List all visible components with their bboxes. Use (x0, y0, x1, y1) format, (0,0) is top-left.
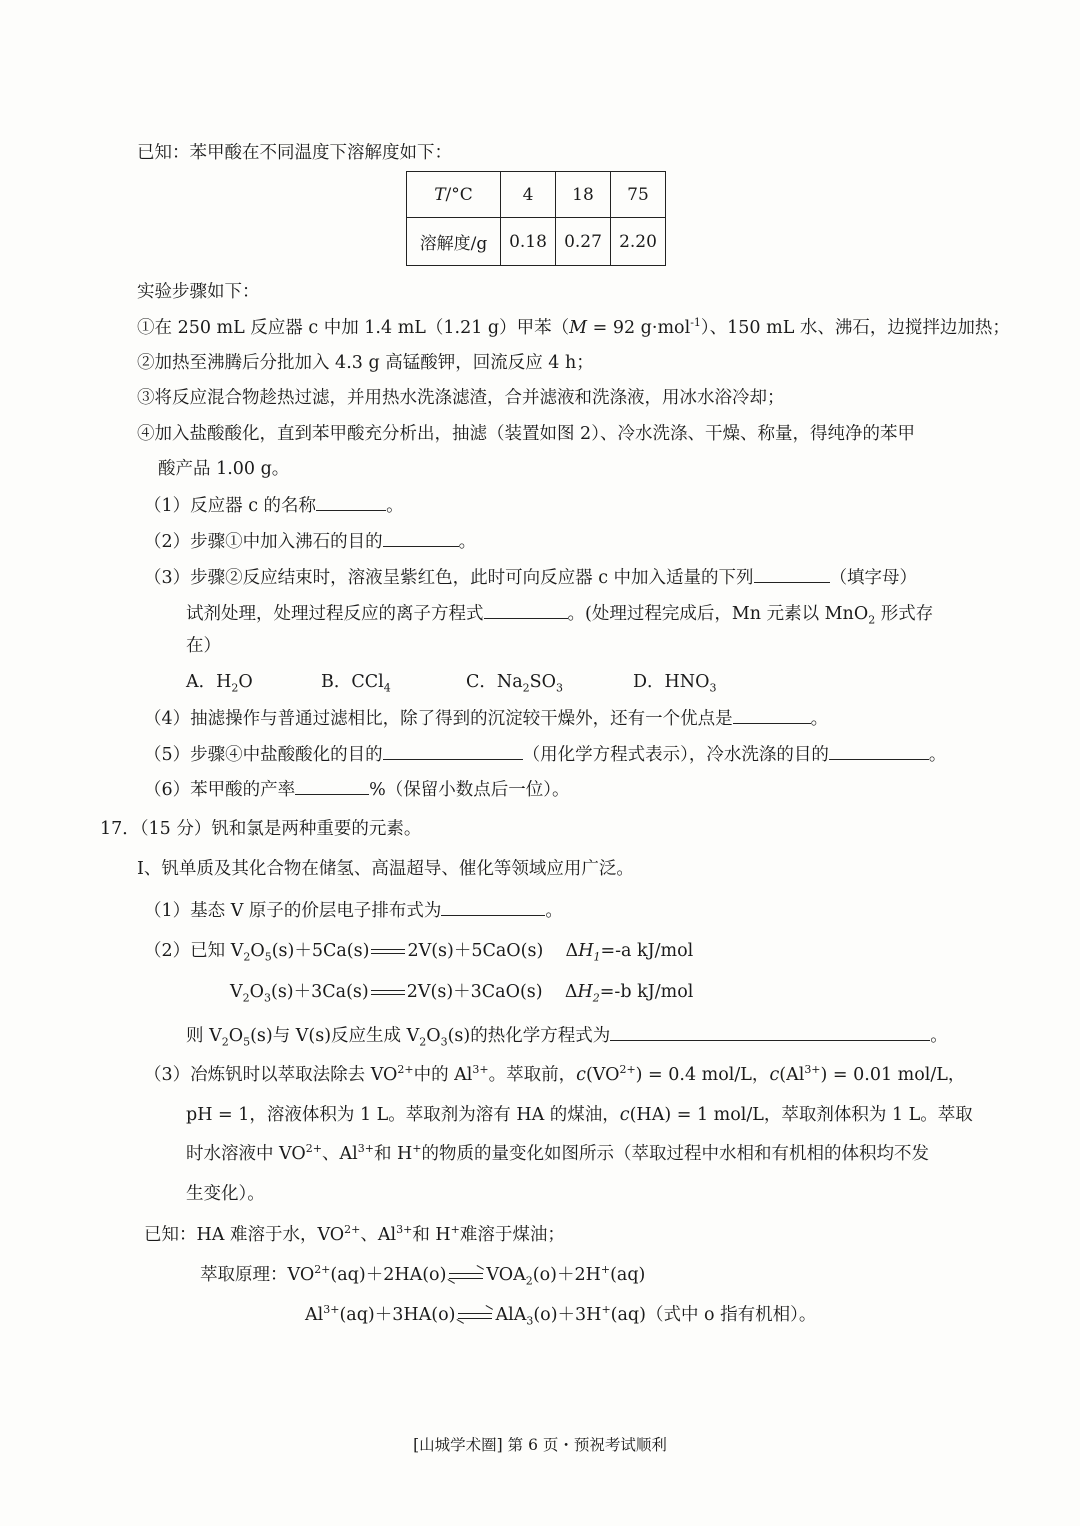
given-intro: 已知：苯甲酸在不同温度下溶解度如下： (137, 143, 452, 163)
table-cell: 0.27 (556, 218, 611, 266)
step-4-line-1: ④加入盐酸酸化，直到苯甲酸充分析出，抽滤（装置如图 2）、冷水洗涤、干燥、称量，得纯净的苯甲 (137, 424, 915, 444)
answer-blank[interactable] (754, 564, 830, 583)
table-cell: 2.20 (611, 218, 666, 266)
step-4-line-2: 酸产品 1.00 g。 (158, 459, 290, 479)
option-a[interactable]: A．$H_2O$ (186, 672, 253, 695)
option-b[interactable]: B．CCl$_4$ (321, 672, 391, 695)
problem-17-q2-eq2: $V_2O_3(s)+3Ca(s)$ 2V(s)＋3CaO(s) $\Delta H_2=-b$ kJ/mol (230, 982, 694, 1005)
answer-blank[interactable] (295, 776, 369, 795)
reversible-arrow-icon (449, 1271, 483, 1281)
question-3-line-1: （3）步骤②反应结束时，溶液呈紫红色，此时可向反应器 c 中加入适量的下列 （填字母） (144, 564, 917, 590)
step-2: ②加热至沸腾后分批加入 4.3 g 高锰酸钾，回流反应 4 h； (137, 353, 594, 373)
table-cell: 4 (501, 172, 556, 218)
table-cell: 75 (611, 172, 666, 218)
answer-blank[interactable] (441, 897, 545, 916)
equals-sign-icon (371, 990, 405, 995)
question-5: （5）步骤④中盐酸酸化的目的 （用化学方程式表示），冷水洗涤的目的 。 (144, 741, 946, 767)
problem-17-known: 已知：HA 难溶于水，$VO^{2+}$、$Al^{3+}$和 H+难溶于煤油； (144, 1223, 565, 1245)
table-cell: 18 (556, 172, 611, 218)
option-c[interactable]: C．$Na_2SO_3$ (466, 672, 563, 695)
question-3-line-3: 在） (186, 636, 221, 656)
problem-17-q3-line-3: 时水溶液中 $VO^{2+}$、$Al^{3+}$和 H+的物质的量变化如图所示（萃取过程中水相和有机相的体积均不发 (186, 1142, 929, 1164)
table-cell: 0.18 (501, 218, 556, 266)
reversible-arrow-icon (458, 1311, 492, 1321)
problem-17-title: 17．（15 分）钒和氯是两种重要的元素。 (100, 819, 422, 839)
answer-blank[interactable] (484, 600, 568, 619)
question-2: （2）步骤①中加入沸石的目的 。 (144, 528, 476, 554)
problem-17-intro: I、钒单质及其化合物在储氢、高温超导、催化等领域应用广泛。 (137, 859, 634, 879)
answer-blank[interactable] (316, 492, 386, 511)
problem-17-q1: （1）基态 V 原子的价层电子排布式为 。 (144, 897, 563, 923)
solubility-table (406, 171, 666, 266)
table-header-temp: T/°C (407, 172, 501, 218)
step-1: ①在 250 mL 反应器 c 中加 1.4 mL（1.21 g）甲苯（M = 92 g·mol$^{-1}$）、150 mL 水、沸石，边搅拌边加热； (137, 316, 1010, 338)
question-1: （1）反应器 c 的名称 。 (144, 492, 404, 518)
answer-blank[interactable] (383, 741, 523, 760)
problem-17-q2-eq1: （2）已知 $V_2O_5(s)+5Ca(s)$ 2V(s)＋5CaO(s) $\Delta H_1=-a$ kJ/mol (144, 941, 694, 964)
problem-17-q3-line-2: pH = 1，溶液体积为 1 L。萃取剂为溶有 HA 的煤油，c(HA) = 1 mol/L，萃取剂体积为 1 L。萃取 (186, 1105, 973, 1125)
problem-17-q3-line-1: （3）冶炼钒时以萃取法除去 $VO^{2+}$中的 $Al^{3+}$。萃取前，$c(VO^{2+}) = 0.4$ mol/L，$c(Al^{3+}) = 0.01$ mol/L， (144, 1063, 966, 1085)
page-footer: [山城学术圈] 第 6 页・预祝考试顺利 (413, 1436, 667, 1454)
steps-title: 实验步骤如下： (137, 282, 260, 302)
equals-sign-icon (371, 949, 405, 954)
extraction-principle-1: 萃取原理：$VO^{2+}(aq)+2HA(o)$ $VOA_2(o)+2H^+(aq)$ (200, 1263, 646, 1288)
option-d[interactable]: D．$HNO_3$ (633, 672, 717, 695)
question-4: （4）抽滤操作与普通过滤相比，除了得到的沉淀较干燥外，还有一个优点是 。 (144, 705, 828, 731)
extraction-principle-2: $Al^{3+}(aq)+3HA(o)$ AlA$_3$(o)＋3H+(aq)（式中 o 指有机相）。 (305, 1303, 817, 1328)
question-3-line-2: 试剂处理，处理过程反应的离子方程式 。(处理过程完成后，Mn 元素以 MnO$_2$ 形式存 (186, 600, 933, 626)
table-header-solubility: 溶解度/g (407, 218, 501, 266)
answer-blank[interactable] (383, 528, 459, 547)
step-3: ③将反应混合物趁热过滤，并用热水洗涤滤渣，合并滤液和洗涤液，用冰水浴冷却； (137, 388, 785, 408)
answer-blank[interactable] (733, 705, 811, 724)
question-6: （6）苯甲酸的产率 %（保留小数点后一位）。 (144, 776, 570, 802)
problem-17-q3-line-4: 生变化）。 (186, 1184, 265, 1204)
problem-17-q2-ask: 则 $V_2O_5(s)$与 V(s)反应生成 $V_2O_3(s)$的热化学方程式为 。 (186, 1022, 948, 1048)
answer-blank[interactable] (610, 1022, 930, 1041)
answer-blank[interactable] (829, 741, 929, 760)
